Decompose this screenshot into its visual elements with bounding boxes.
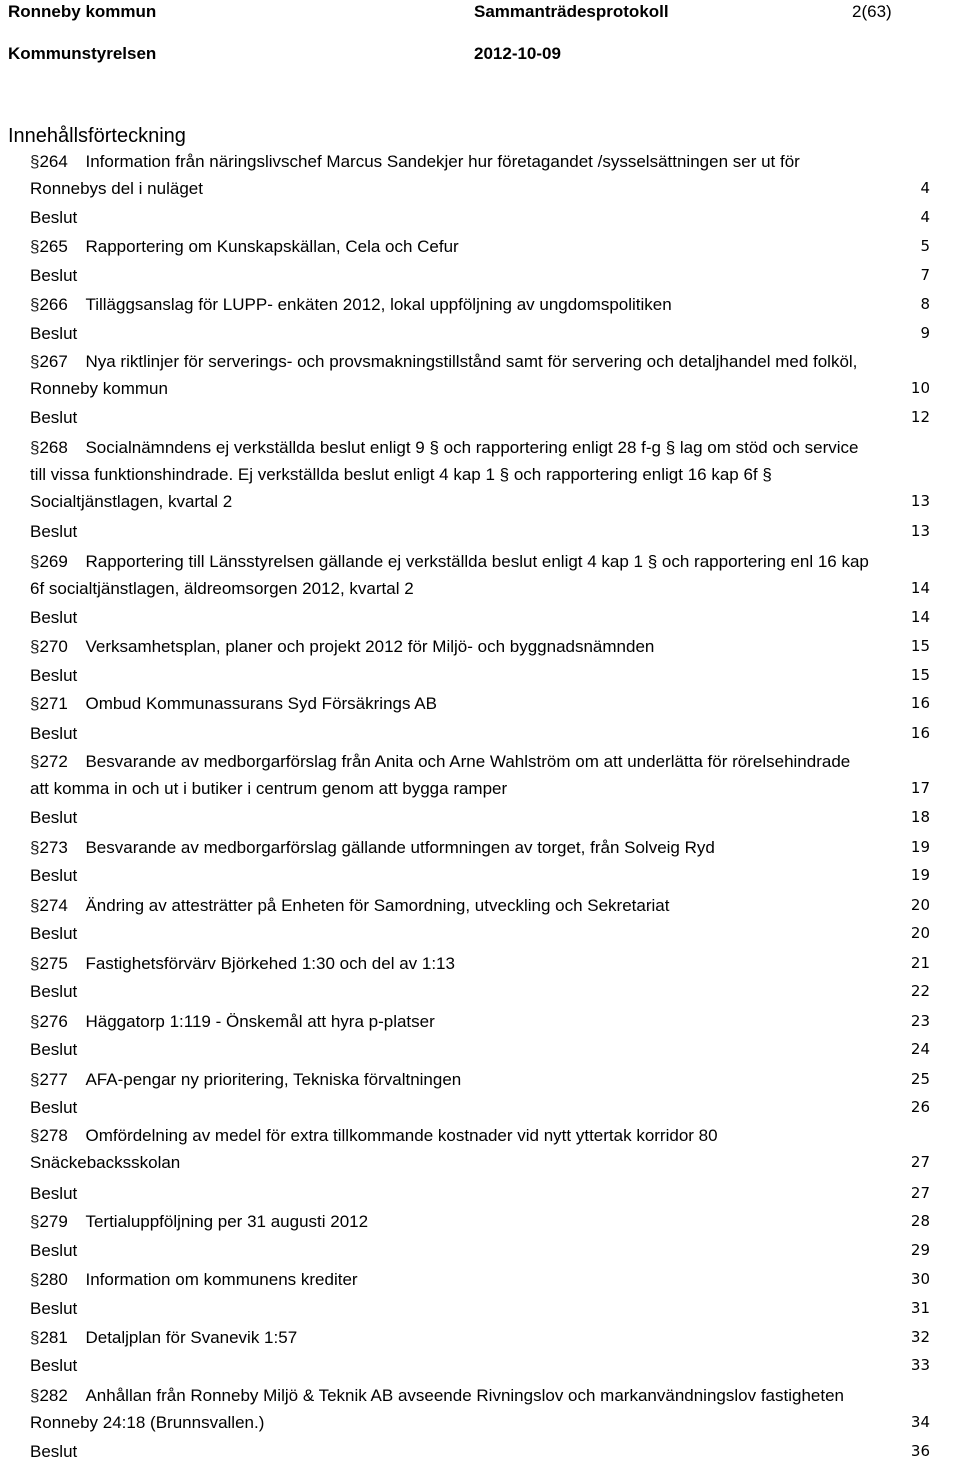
toc-page-number: 22 xyxy=(910,982,930,1000)
meeting-date: 2012-10-09 xyxy=(474,44,561,63)
toc-beslut xyxy=(30,720,930,747)
toc-page-number: 16 xyxy=(910,694,930,712)
toc-item-text: Verksamhetsplan, planer och projekt 2012 för Miljö- och byggnadsnämnden xyxy=(85,637,655,656)
toc-item-text: Häggatorp 1:119 - Önskemål att hyra p-platser xyxy=(85,1012,435,1031)
toc-item-text: Socialnämndens ej verkställda beslut enligt 9 § och rapportering enligt 28 f-g § lag om stöd och service till vissa funktionshindrade. Ej verkställda beslut enligt 4 kap 1 § och rapportering enligt 16 kap 6f § Socialtjänstlagen, kvartal 2 xyxy=(30,438,859,511)
toc-page-number: 17 xyxy=(910,779,930,797)
toc-item xyxy=(30,148,930,202)
section-sign-icon: § xyxy=(30,1386,40,1405)
toc-beslut-label: Beslut xyxy=(30,1442,78,1461)
toc-item-text: Besvarande av medborgarförslag gällande utformningen av torget, från Solveig Ryd xyxy=(85,838,715,857)
section-sign-icon: § xyxy=(30,152,40,171)
page-number: 2(63) xyxy=(852,2,892,21)
toc-page-number: 4 xyxy=(920,179,930,197)
toc-item-text: Detaljplan för Svanevik 1:57 xyxy=(85,1328,298,1347)
toc-item-number: 280 xyxy=(39,1270,68,1289)
toc-item-text: Rapportering om Kunskapskällan, Cela och Cefur xyxy=(85,237,459,256)
toc-beslut xyxy=(30,1180,930,1207)
toc-beslut-label: Beslut xyxy=(30,924,78,943)
section-sign-icon: § xyxy=(30,954,40,973)
toc-page-number: 15 xyxy=(910,637,930,655)
toc-item xyxy=(30,1008,930,1035)
section-sign-icon: § xyxy=(30,896,40,915)
toc-item-number: 272 xyxy=(39,752,68,771)
toc-item-text: AFA-pengar ny prioritering, Tekniska förvaltningen xyxy=(85,1070,462,1089)
toc-item xyxy=(30,291,930,318)
section-sign-icon: § xyxy=(30,1212,40,1231)
toc-page-number: 14 xyxy=(910,608,930,626)
board-name: Kommunstyrelsen xyxy=(8,44,157,63)
toc-item xyxy=(30,834,930,861)
toc-page-number: 28 xyxy=(910,1212,930,1230)
toc-beslut xyxy=(30,404,930,431)
toc-page-number: 10 xyxy=(910,379,930,397)
toc-item xyxy=(30,548,930,602)
toc-item-text: Besvarande av medborgarförslag från Anita och Arne Wahlström om att underlätta för rörelsehindrade att komma in och ut i butiker i centrum genom att bygga ramper xyxy=(30,752,851,798)
toc-item-text: Ändring av attesträtter på Enheten för Samordning, utveckling och Sekretariat xyxy=(85,896,670,915)
toc-item-number: 270 xyxy=(39,637,68,656)
toc-beslut-label: Beslut xyxy=(30,666,78,685)
toc-item xyxy=(30,690,930,717)
toc-item xyxy=(30,1208,930,1235)
section-sign-icon: § xyxy=(30,552,40,571)
org-name: Ronneby kommun xyxy=(8,2,157,21)
toc-item-number: 277 xyxy=(39,1070,68,1089)
toc-item-number: 274 xyxy=(39,896,68,915)
toc-beslut-label: Beslut xyxy=(30,1184,78,1203)
toc-beslut xyxy=(30,1237,930,1264)
toc-item-text: Nya riktlinjer för serverings- och provsmakningstillstånd samt för servering och detaljhandel med folköl, Ronneby kommun xyxy=(30,352,858,398)
toc-beslut xyxy=(30,1036,930,1063)
toc-item xyxy=(30,748,930,802)
toc-item-number: 265 xyxy=(39,237,68,256)
section-sign-icon: § xyxy=(30,352,40,371)
section-sign-icon: § xyxy=(30,295,40,314)
toc-beslut-label: Beslut xyxy=(30,1241,78,1260)
toc-item-number: 276 xyxy=(39,1012,68,1031)
toc-beslut-label: Beslut xyxy=(30,724,78,743)
section-sign-icon: § xyxy=(30,1012,40,1031)
toc-item-text: Tilläggsanslag för LUPP- enkäten 2012, lokal uppföljning av ungdomspolitiken xyxy=(85,295,672,314)
toc-item xyxy=(30,1266,930,1293)
toc-title: Innehållsförteckning xyxy=(8,125,186,147)
toc-item-number: 267 xyxy=(39,352,68,371)
toc-item xyxy=(30,233,930,260)
section-sign-icon: § xyxy=(30,237,40,256)
toc-page-number: 13 xyxy=(910,492,930,510)
toc-page-number: 21 xyxy=(910,954,930,972)
toc-beslut xyxy=(30,804,930,831)
toc-item xyxy=(30,1324,930,1351)
section-sign-icon: § xyxy=(30,752,40,771)
toc-page-number: 36 xyxy=(910,1442,930,1460)
section-sign-icon: § xyxy=(30,438,40,457)
toc-item-number: 266 xyxy=(39,295,68,314)
doc-type: Sammanträdesprotokoll xyxy=(474,2,669,21)
toc-beslut-label: Beslut xyxy=(30,1299,78,1318)
toc-item-text: Ombud Kommunassurans Syd Försäkrings AB xyxy=(85,694,437,713)
toc-item-text: Tertialuppföljning per 31 augusti 2012 xyxy=(85,1212,369,1231)
toc-page-number: 24 xyxy=(910,1040,930,1058)
toc-beslut-label: Beslut xyxy=(30,866,78,885)
toc-item-text: Rapportering till Länsstyrelsen gällande ej verkställda beslut enligt 4 kap 1 § och rapportering enl 16 kap 6f socialtjänstlagen, äldreomsorgen 2012, kvartal 2 xyxy=(30,552,869,598)
toc-page-number: 14 xyxy=(910,579,930,597)
toc-page-number: 29 xyxy=(910,1241,930,1259)
toc-page-number: 30 xyxy=(910,1270,930,1288)
toc-item-text: Information från näringslivschef Marcus Sandekjer hur företagandet /sysselsättningen ser ut för Ronnebys del i nuläget xyxy=(30,152,800,198)
toc-beslut xyxy=(30,862,930,889)
toc-page-number: 23 xyxy=(910,1012,930,1030)
section-sign-icon: § xyxy=(30,1270,40,1289)
toc-beslut-label: Beslut xyxy=(30,208,78,227)
section-sign-icon: § xyxy=(30,1126,40,1145)
toc-page-number: 19 xyxy=(910,866,930,884)
toc-item xyxy=(30,434,930,515)
section-sign-icon: § xyxy=(30,694,40,713)
toc-beslut-label: Beslut xyxy=(30,324,78,343)
toc-item-number: 271 xyxy=(39,694,68,713)
toc-beslut-label: Beslut xyxy=(30,982,78,1001)
toc-beslut xyxy=(30,1352,930,1379)
section-sign-icon: § xyxy=(30,1070,40,1089)
toc-beslut xyxy=(30,920,930,947)
toc-beslut xyxy=(30,518,930,545)
toc-page-number: 8 xyxy=(920,295,930,313)
toc-page-number: 27 xyxy=(910,1153,930,1171)
toc-page-number: 18 xyxy=(910,808,930,826)
toc-item-text: Omfördelning av medel för extra tillkommande kostnader vid nytt yttertak korridor 80 Snäckebacksskolan xyxy=(30,1126,718,1172)
toc-item-number: 275 xyxy=(39,954,68,973)
toc-beslut xyxy=(30,1295,930,1322)
toc-page-number: 9 xyxy=(920,324,930,342)
toc-beslut-label: Beslut xyxy=(30,408,78,427)
toc-item-number: 268 xyxy=(39,438,68,457)
toc-beslut xyxy=(30,978,930,1005)
toc-item-number: 281 xyxy=(39,1328,68,1347)
toc-item-number: 269 xyxy=(39,552,68,571)
toc-page-number: 25 xyxy=(910,1070,930,1088)
toc-beslut xyxy=(30,604,930,631)
toc-page-number: 4 xyxy=(920,208,930,226)
toc-beslut xyxy=(30,662,930,689)
section-sign-icon: § xyxy=(30,1328,40,1347)
toc-page-number: 27 xyxy=(910,1184,930,1202)
toc-item-number: 278 xyxy=(39,1126,68,1145)
toc-beslut-label: Beslut xyxy=(30,266,78,285)
toc-beslut-label: Beslut xyxy=(30,1040,78,1059)
toc-page-number: 34 xyxy=(910,1413,930,1431)
toc-item xyxy=(30,1122,930,1176)
toc-page-number: 20 xyxy=(910,896,930,914)
toc-beslut xyxy=(30,1438,930,1465)
toc-page-number: 20 xyxy=(910,924,930,942)
toc-page-number: 26 xyxy=(910,1098,930,1116)
toc-item xyxy=(30,633,930,660)
toc-page-number: 7 xyxy=(920,266,930,284)
toc-item xyxy=(30,1066,930,1093)
toc-item-text: Fastighetsförvärv Björkehed 1:30 och del av 1:13 xyxy=(85,954,455,973)
toc-page-number: 12 xyxy=(910,408,930,426)
toc-page-number: 19 xyxy=(910,838,930,856)
toc-page-number: 32 xyxy=(910,1328,930,1346)
toc-item xyxy=(30,950,930,977)
toc-item-number: 282 xyxy=(39,1386,68,1405)
toc-page-number: 5 xyxy=(920,237,930,255)
toc-item-text: Anhållan från Ronneby Miljö & Teknik AB avseende Rivningslov och markanvändningslov fastigheten Ronneby 24:18 (Brunnsvallen.) xyxy=(30,1386,844,1432)
toc-beslut-label: Beslut xyxy=(30,808,78,827)
toc-beslut-label: Beslut xyxy=(30,1098,78,1117)
section-sign-icon: § xyxy=(30,838,40,857)
toc-page-number: 33 xyxy=(910,1356,930,1374)
toc-item xyxy=(30,1382,930,1436)
toc-beslut xyxy=(30,1094,930,1121)
toc-item xyxy=(30,348,930,402)
toc-beslut xyxy=(30,262,930,289)
toc-page-number: 13 xyxy=(910,522,930,540)
toc-item-number: 273 xyxy=(39,838,68,857)
toc-item xyxy=(30,892,930,919)
toc-beslut-label: Beslut xyxy=(30,1356,78,1375)
toc-page-number: 31 xyxy=(910,1299,930,1317)
toc-page-number: 16 xyxy=(910,724,930,742)
toc-beslut-label: Beslut xyxy=(30,608,78,627)
toc-beslut xyxy=(30,320,930,347)
toc-item-number: 279 xyxy=(39,1212,68,1231)
section-sign-icon: § xyxy=(30,637,40,656)
toc-page-number: 15 xyxy=(910,666,930,684)
toc-beslut-label: Beslut xyxy=(30,522,78,541)
toc-item-number: 264 xyxy=(39,152,68,171)
toc-item-text: Information om kommunens krediter xyxy=(85,1270,358,1289)
toc-beslut xyxy=(30,204,930,231)
